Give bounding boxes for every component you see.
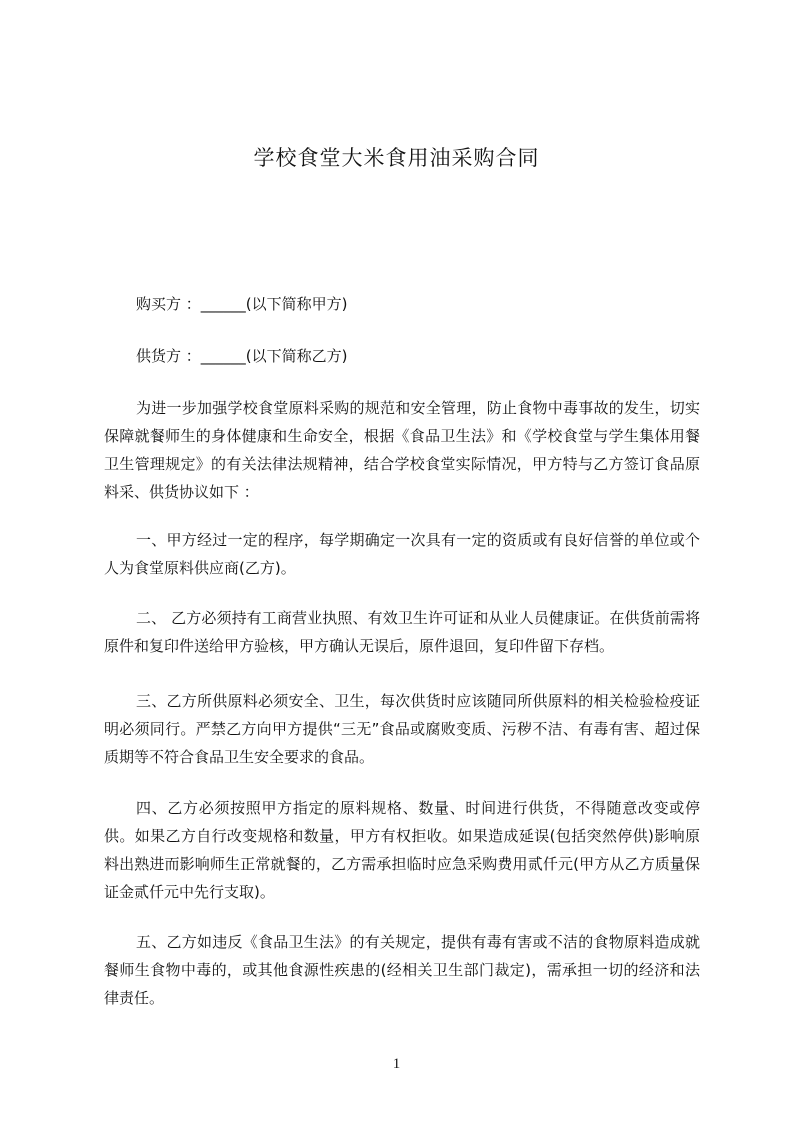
clause-text: 五、乙方如违反《食品卫生法》的有关规定，提供有毒有害或不洁的食物原料造成就餐师生食物中毒的，或其他食源性疾患的(经相关卫生部门裁定)，需承担一切的经济和法律责任。 [104,933,700,1007]
intro-paragraph [104,394,700,506]
clause-5 [104,928,700,1012]
clause-3 [104,687,700,771]
document-title: 学校食堂大米食用油采购合同 [253,146,540,170]
page-number: 1 [392,1056,401,1072]
clause-text: 三、乙方所供原料必须安全、卫生，每次供货时应该随同所供原料的相关检验检疫证明必须同行。严禁乙方向甲方提供“三无”食品或腐败变质、污秽不洁、有毒有害、超过保质期等不符合食品卫生安全要求的食品。 [104,692,700,766]
clause-text: 二、 乙方必须持有工商营业执照、有效卫生许可证和从业人员健康证。在供货前需将原件和复印件送给甲方验核，甲方确认无误后，原件退回，复印件留下存档。 [104,609,700,655]
buyer-line: 购买方 ：______(以下简称甲方) [136,295,348,313]
clause-1 [104,526,700,582]
intro-text: 为进一步加强学校食堂原料采购的规范和安全管理，防止食物中毒事故的发生，切实保障就餐师生的身体健康和生命安全，根据《食品卫生法》和《学校食堂与学生集体用餐卫生管理规定》的有关法律法规精神，结合学校食堂实际情况，甲方特与乙方签订食品原料采、供货协议如下 ： [104,399,700,501]
clause-2 [104,604,700,660]
clause-text: 一、甲方经过一定的程序，每学期确定一次具有一定的资质或有良好信誉的单位或个人为食堂原料供应商(乙方)。 [104,531,700,577]
supplier-line: 供货方 ：______(以下简称乙方) [136,347,348,365]
clause-4 [104,794,700,906]
clause-text: 四、乙方必须按照甲方指定的原料规格、数量、时间进行供货，不得随意改变或停供。如果乙方自行改变规格和数量，甲方有权拒收。如果造成延误(包括突然停供)影响原料出熟进而影响师生正常就餐的，乙方需承担临时应急采购费用贰仟元(甲方从乙方质量保证金贰仟元中先行支取)。 [104,799,700,901]
